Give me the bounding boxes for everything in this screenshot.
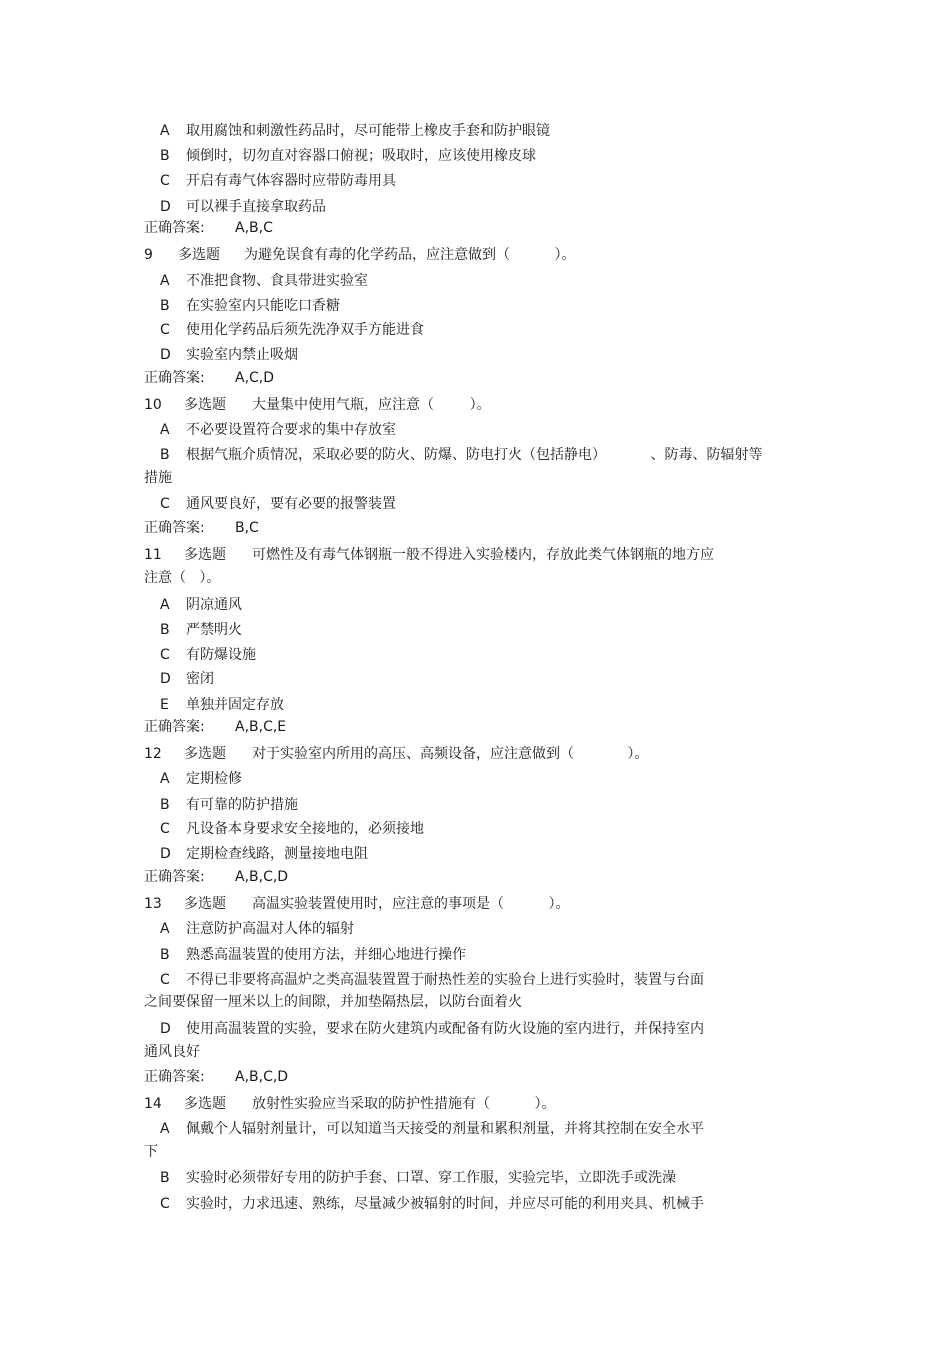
option-text: 使用高温装置的实验，要求在防火建筑内或配备有防火设施的室内进行，并保持室内: [186, 1021, 704, 1037]
option-letter: B: [160, 148, 170, 164]
question-number: 13: [144, 896, 162, 912]
option-letter: B: [160, 947, 170, 963]
option-row: [160, 646, 256, 664]
answer-row: [144, 868, 288, 886]
option-row: [160, 696, 284, 714]
answer-value: A,B,C,E: [235, 719, 287, 735]
option-row: [160, 495, 396, 513]
option-text: 定期检查线路，测量接地电阻: [186, 846, 368, 862]
option-letter: D: [160, 1021, 171, 1037]
option-row: [160, 596, 242, 614]
option-letter: C: [160, 972, 170, 988]
option-continuation: 措施: [144, 470, 172, 486]
option-row: [160, 421, 396, 439]
option-letter: E: [160, 697, 169, 713]
option-letter: A: [160, 597, 170, 613]
question-text: 放射性实验应当采取的防护性措施有（ ）。: [252, 1096, 556, 1112]
question-type: 多选题: [178, 247, 220, 263]
question-number: 10: [144, 397, 162, 413]
option-row: [160, 796, 298, 814]
option-text: 可以裸手直接拿取药品: [186, 199, 326, 215]
option-letter: C: [160, 821, 170, 837]
option-text: 有可靠的防护措施: [186, 797, 298, 813]
option-text: 取用腐蚀和刺激性药品时，尽可能带上橡皮手套和防护眼镜: [186, 123, 550, 139]
question-text: 高温实验装置使用时，应注意的事项是（ ）。: [252, 896, 570, 912]
question-text: 为避免误食有毒的化学药品，应注意做到（ ）。: [244, 247, 576, 263]
answer-value: A,B,C: [235, 220, 273, 236]
question-type: 多选题: [184, 1096, 226, 1112]
option-letter: A: [160, 771, 170, 787]
option-text: 开启有毒气体容器时应带防毒用具: [186, 173, 396, 189]
option-row: [160, 147, 536, 165]
option-text: 实验室内禁止吸烟: [186, 347, 298, 363]
option-letter: B: [160, 447, 170, 463]
option-text: 注意防护高温对人体的辐射: [186, 921, 354, 937]
answer-label: 正确答案:: [144, 869, 205, 885]
question-number: 14: [144, 1096, 162, 1112]
option-text: 凡设备本身要求安全接地的，必须接地: [186, 821, 424, 837]
option-row: [160, 770, 242, 788]
question-type: 多选题: [184, 896, 226, 912]
option-text: 密闭: [186, 671, 214, 687]
option-letter: A: [160, 422, 170, 438]
question-number: 9: [144, 247, 153, 263]
option-text: 在实验室内只能吃口香糖: [186, 298, 340, 314]
answer-label: 正确答案:: [144, 370, 205, 386]
option-text: 有防爆设施: [186, 647, 256, 663]
option-row: [160, 446, 763, 464]
question-row: [144, 1095, 556, 1113]
question-continuation: 注意（ ）。: [144, 570, 221, 586]
option-letter: A: [160, 123, 170, 139]
option-letter: B: [160, 1170, 170, 1186]
question-text: 可燃性及有毒气体钢瓶一般不得进入实验楼内，存放此类气体钢瓶的地方应: [252, 547, 714, 563]
option-text: 实验时，力求迅速、熟练，尽量减少被辐射的时间，并应尽可能的利用夹具、机械手: [186, 1196, 704, 1212]
option-letter: C: [160, 496, 170, 512]
option-text: 佩戴个人辐射剂量计，可以知道当天接受的剂量和累积剂量，并将其控制在安全水平: [186, 1121, 704, 1137]
question-row: [144, 396, 491, 414]
option-text: 不必要设置符合要求的集中存放室: [186, 422, 396, 438]
option-row: [160, 346, 298, 364]
answer-label: 正确答案:: [144, 520, 205, 536]
answer-row: [144, 369, 274, 387]
question-row: [144, 895, 570, 913]
option-continuation: 下: [144, 1144, 158, 1160]
answer-row: [144, 718, 286, 736]
option-text: 阴凉通风: [186, 597, 242, 613]
option-row: [160, 946, 466, 964]
option-row: [160, 820, 424, 838]
option-text: 使用化学药品后须先洗净双手方能进食: [186, 322, 424, 338]
question-number: 11: [144, 547, 162, 563]
option-letter: A: [160, 921, 170, 937]
option-text: 定期检修: [186, 771, 242, 787]
answer-value: A,C,D: [235, 370, 275, 386]
option-letter: D: [160, 671, 171, 687]
question-row: [144, 246, 576, 264]
option-row: [160, 971, 704, 989]
option-text: 严禁明火: [186, 622, 242, 638]
option-letter: B: [160, 298, 170, 314]
option-row: [160, 198, 326, 216]
option-row: [160, 122, 550, 140]
question-type: 多选题: [184, 746, 226, 762]
option-letter: A: [160, 273, 170, 289]
question-text: 对于实验室内所用的高压、高频设备，应注意做到（ ）。: [252, 746, 649, 762]
option-row: [160, 1195, 704, 1213]
answer-row: [144, 1068, 288, 1086]
option-text: 根据气瓶介质情况，采取必要的防火、防爆、防电打火（包括静电） 、防毒、防辐射等: [186, 447, 763, 463]
option-row: [160, 321, 424, 339]
option-text: 不准把食物、食具带进实验室: [186, 273, 368, 289]
option-row: [160, 920, 354, 938]
option-letter: C: [160, 173, 170, 189]
question-type: 多选题: [184, 397, 226, 413]
option-text: 倾倒时，切勿直对容器口俯视；吸取时，应该使用橡皮球: [186, 148, 536, 164]
option-letter: C: [160, 1196, 170, 1212]
question-text: 大量集中使用气瓶，应注意（ ）。: [252, 397, 491, 413]
option-letter: A: [160, 1121, 170, 1137]
option-text: 实验时必须带好专用的防护手套、口罩、穿工作服，实验完毕，立即洗手或洗澡: [186, 1170, 676, 1186]
option-letter: D: [160, 846, 171, 862]
answer-label: 正确答案:: [144, 220, 205, 236]
option-row: [160, 670, 214, 688]
answer-label: 正确答案:: [144, 719, 205, 735]
answer-label: 正确答案:: [144, 1069, 205, 1085]
option-letter: C: [160, 647, 170, 663]
option-letter: D: [160, 199, 171, 215]
option-row: [160, 297, 340, 315]
option-letter: D: [160, 347, 171, 363]
option-row: [160, 272, 368, 290]
answer-row: [144, 219, 273, 237]
question-row: [144, 546, 714, 564]
option-text: 单独并固定存放: [186, 697, 284, 713]
option-text: 熟悉高温装置的使用方法，并细心地进行操作: [186, 947, 466, 963]
option-letter: B: [160, 622, 170, 638]
answer-value: A,B,C,D: [235, 869, 289, 885]
answer-value: B,C: [235, 520, 259, 536]
option-row: [160, 172, 396, 190]
option-text: 通风要良好，要有必要的报警装置: [186, 496, 396, 512]
option-continuation: 通风良好: [144, 1044, 200, 1060]
option-row: [160, 845, 368, 863]
option-row: [160, 1120, 704, 1138]
question-row: [144, 745, 648, 763]
question-number: 12: [144, 746, 162, 762]
option-continuation: 之间要保留一厘米以上的间隙，并加垫隔热层，以防台面着火: [144, 994, 522, 1010]
question-type: 多选题: [184, 547, 226, 563]
option-text: 不得已非要将高温炉之类高温装置置于耐热性差的实验台上进行实验时，装置与台面: [186, 972, 704, 988]
option-letter: C: [160, 322, 170, 338]
answer-row: [144, 519, 259, 537]
option-letter: B: [160, 797, 170, 813]
option-row: [160, 1020, 704, 1038]
option-row: [160, 621, 242, 639]
answer-value: A,B,C,D: [235, 1069, 289, 1085]
option-row: [160, 1169, 676, 1187]
